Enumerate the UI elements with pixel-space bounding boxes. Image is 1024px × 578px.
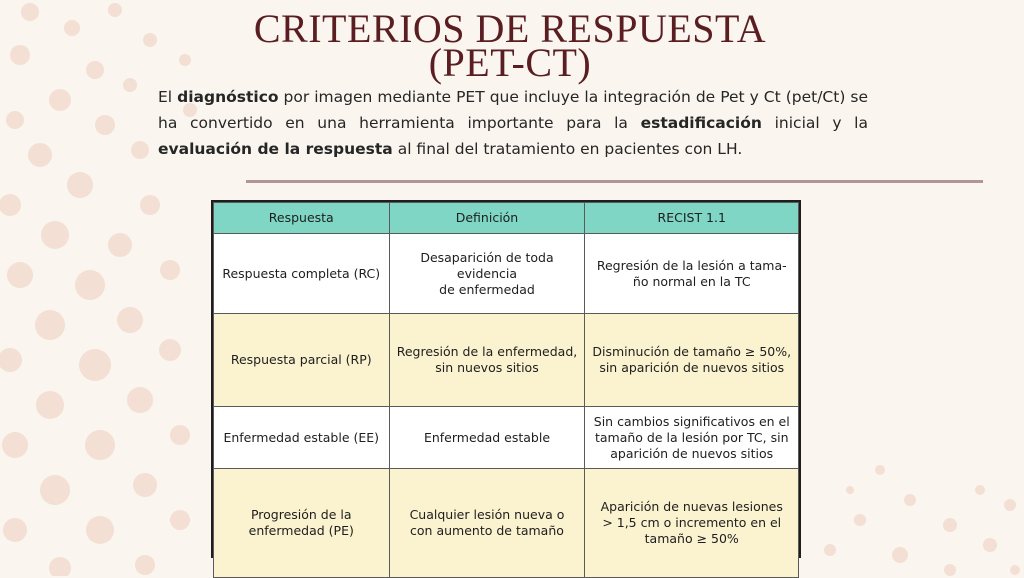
table-cell: Respuesta completa (RC)	[214, 234, 390, 314]
table-cell: Aparición de nuevas lesiones > 1,5 cm o incremento en el tamaño ≥ 50%	[585, 469, 799, 578]
bold-term: estadificación	[640, 114, 762, 132]
table-cell: Regresión de la lesión a tama- ño normal en la TC	[585, 234, 799, 314]
table-row	[214, 407, 799, 469]
column-header: Respuesta	[214, 203, 390, 234]
table-cell: Sin cambios significativos en el tamaño de la lesión por TC, sin aparición de nuevos sitios	[585, 407, 799, 469]
response-criteria-table	[211, 200, 801, 558]
table-cell: Respuesta parcial (RP)	[214, 314, 390, 407]
bold-term: evaluación de la respuesta	[158, 140, 393, 158]
intro-paragraph: El diagnóstico por imagen mediante PET que incluye la integración de Pet y Ct (pet/Ct) se ha convertido en una herramienta importante para la estadificación inicial y la evaluación de la respuesta al final del tratamiento en pacientes con LH.	[158, 88, 868, 158]
table-cell: Enfermedad estable	[389, 407, 585, 469]
table-row	[214, 314, 799, 407]
table-cell: Regresión de la enfermedad, sin nuevos sitios	[389, 314, 585, 407]
page-subtitle: (PET-CT)	[428, 40, 592, 85]
column-header: RECIST 1.1	[585, 203, 799, 234]
table-cell: Progresión de la enfermedad (PE)	[214, 469, 390, 578]
table-row	[214, 469, 799, 578]
table-cell: Enfermedad estable (EE)	[214, 407, 390, 469]
column-header: Definición	[389, 203, 585, 234]
table-cell: Cualquier lesión nueva o con aumento de tamaño	[389, 469, 585, 578]
table-cell: Disminución de tamaño ≥ 50%, sin aparición de nuevos sitios	[585, 314, 799, 407]
bold-term: diagnóstico	[177, 88, 279, 106]
table-header-row	[214, 203, 799, 234]
divider	[246, 180, 983, 183]
page-title: CRITERIOS DE RESPUESTA	[253, 6, 767, 51]
table-cell: Desaparición de toda evidencia de enfermedad	[389, 234, 585, 314]
table-row	[214, 234, 799, 314]
